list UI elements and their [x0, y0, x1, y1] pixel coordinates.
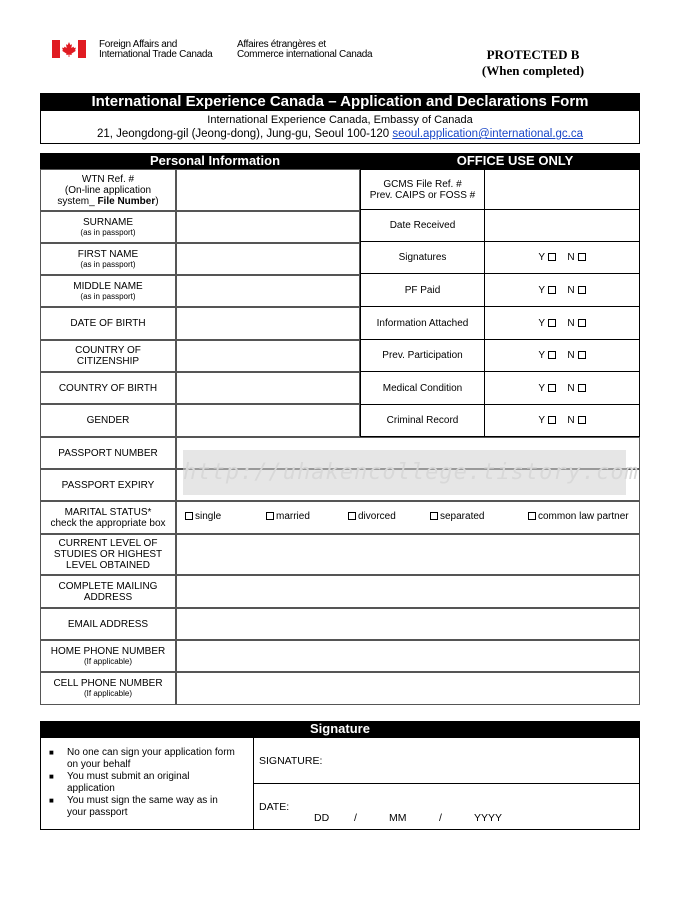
- marital-option-single[interactable]: [185, 511, 221, 523]
- yes-checkbox-icon[interactable]: [548, 416, 556, 424]
- signature-label: SIGNATURE:: [259, 755, 323, 767]
- canada-flag-icon: [52, 40, 86, 58]
- middle-name-label: [40, 275, 176, 307]
- yes-label: Y: [538, 284, 547, 296]
- checkbox-icon[interactable]: [528, 512, 536, 520]
- yes-checkbox-icon[interactable]: [548, 384, 556, 392]
- instruction-line: No one can sign your application form: [67, 747, 235, 758]
- email-address-field[interactable]: [176, 608, 640, 640]
- bullet-icon: ■: [49, 796, 54, 805]
- wtn-ref-sub2c: ): [155, 195, 159, 207]
- marital-option-label: single: [195, 511, 222, 522]
- no-label: N: [567, 317, 576, 329]
- email-address-label: [40, 608, 176, 640]
- surname-field[interactable]: [176, 211, 360, 243]
- instruction-item: [47, 771, 249, 795]
- no-checkbox-icon[interactable]: [578, 253, 586, 261]
- studies-line2: STUDIES OR HIGHEST: [53, 549, 163, 560]
- first-name-note: (as in passport): [80, 259, 136, 269]
- yes-no-options: [538, 285, 585, 296]
- email-address-title: EMAIL ADDRESS: [67, 618, 149, 630]
- marital-option-label: divorced: [358, 511, 396, 522]
- office-date-received-field[interactable]: [484, 209, 640, 242]
- checkbox-icon[interactable]: [185, 512, 193, 520]
- yes-checkbox-icon[interactable]: [548, 351, 556, 359]
- cell-phone-field[interactable]: [176, 672, 640, 705]
- date-yyyy: YYYY: [474, 812, 503, 824]
- marital-option-label: separated: [440, 511, 485, 522]
- date-dd: DD: [314, 812, 330, 824]
- home-phone-note: (If applicable): [83, 656, 133, 666]
- no-label: N: [567, 350, 576, 361]
- studies-level-field[interactable]: [176, 534, 640, 575]
- passport-expiry-label: [40, 469, 176, 501]
- dept-en-line1: Foreign Affairs and: [99, 39, 178, 50]
- country-of-citizenship-label: [40, 340, 176, 372]
- yes-no-options: [538, 318, 585, 329]
- date-of-birth-title: DATE OF BIRTH: [70, 318, 146, 329]
- surname-label: [40, 211, 176, 243]
- instruction-line: your passport: [67, 807, 128, 818]
- no-checkbox-icon[interactable]: [578, 384, 586, 392]
- citizenship-line1: COUNTRY OF: [75, 345, 141, 356]
- checkbox-icon[interactable]: [266, 512, 274, 520]
- country-of-birth-label: [40, 372, 176, 404]
- dept-fr-line2: Commerce international Canada: [237, 49, 373, 60]
- instruction-line: on your behalf: [67, 759, 131, 770]
- instruction-item: [47, 795, 249, 819]
- office-medical-condition-label: [360, 371, 485, 405]
- criminal-record-title: Criminal Record: [386, 415, 459, 426]
- office-criminal-record-label: [360, 404, 485, 437]
- embassy-line: International Experience Canada, Embassy of Canada: [207, 114, 473, 126]
- yes-label: Y: [538, 382, 547, 394]
- department-name-fr: [237, 40, 372, 60]
- yes-checkbox-icon[interactable]: [548, 253, 556, 261]
- personal-info-header: Personal Information: [40, 153, 390, 169]
- marital-status-note: check the appropriate box: [50, 517, 166, 529]
- signatures-title: Signatures: [398, 252, 447, 263]
- form-title: International Experience Canada – Application and Declarations Form: [40, 93, 640, 111]
- instruction-line: You must sign the same way as in: [67, 795, 218, 806]
- protected-label: [468, 47, 598, 79]
- medical-condition-title: Medical Condition: [382, 382, 463, 394]
- signature-header: Signature: [40, 721, 640, 737]
- embassy-address-line: [41, 127, 639, 141]
- marital-option-common-law[interactable]: [528, 511, 629, 523]
- no-label: N: [567, 415, 576, 426]
- marital-status-title: MARITAL STATUS*: [64, 506, 152, 518]
- embassy-info: [40, 111, 640, 144]
- mailing-address-label: [40, 575, 176, 608]
- cell-phone-title: CELL PHONE NUMBER: [53, 678, 163, 689]
- marital-status-label: [40, 501, 176, 534]
- wtn-ref-file-number: File Number: [97, 195, 156, 207]
- office-use-header: OFFICE USE ONLY: [390, 153, 640, 169]
- country-of-birth-field[interactable]: [176, 372, 360, 404]
- office-info-attached-yn[interactable]: [484, 306, 640, 340]
- embassy-email-link[interactable]: seoul.application@international.gc.ca: [392, 128, 584, 140]
- embassy-address: 21, Jeongdong-gil (Jeong-dong), Jung-gu, Seoul 100-120: [96, 128, 390, 140]
- no-label: N: [567, 284, 576, 296]
- cell-phone-note: (If applicable): [83, 689, 133, 698]
- gcms-line1: GCMS File Ref. #: [383, 178, 462, 190]
- yes-label: Y: [538, 317, 547, 329]
- instruction-item: [47, 747, 249, 771]
- wtn-ref-sub2: [57, 196, 158, 207]
- first-name-field[interactable]: [176, 243, 360, 275]
- wtn-ref-field[interactable]: [176, 169, 360, 211]
- home-phone-title: HOME PHONE NUMBER: [50, 645, 166, 657]
- checkbox-icon[interactable]: [430, 512, 438, 520]
- citizenship-line2: CITIZENSHIP: [76, 356, 140, 367]
- home-phone-field[interactable]: [176, 640, 640, 672]
- date-slash: /: [439, 812, 442, 824]
- yes-label: Y: [538, 350, 547, 361]
- signature-divider: [254, 783, 639, 784]
- dept-fr-line1: Affaires étrangères et: [237, 39, 326, 50]
- surname-title: SURNAME: [82, 216, 133, 228]
- middle-name-field[interactable]: [176, 275, 360, 307]
- date-label: DATE:: [259, 801, 290, 813]
- prev-participation-title: Prev. Participation: [382, 350, 463, 361]
- yes-label: Y: [538, 252, 547, 263]
- marital-option-separated[interactable]: [430, 511, 484, 523]
- cell-phone-label: [40, 672, 176, 705]
- wtn-ref-label: [40, 169, 176, 211]
- yes-no-options: [538, 350, 585, 361]
- office-pf-paid-label: [360, 273, 485, 307]
- signature-box: [40, 737, 640, 830]
- bullet-icon: ■: [49, 748, 54, 757]
- marital-option-label: married: [276, 511, 310, 522]
- mailing-address-field[interactable]: [176, 575, 640, 608]
- no-checkbox-icon[interactable]: [578, 319, 586, 327]
- yes-no-options: [538, 383, 585, 394]
- yes-label: Y: [538, 415, 547, 426]
- marital-option-label: common law partner: [538, 511, 629, 522]
- watermark-text: http://uhakencollege.tistory.com: [183, 450, 626, 495]
- studies-line3: LEVEL OBTAINED: [66, 560, 150, 571]
- date-of-birth-label: [40, 307, 176, 340]
- department-name-en: [99, 40, 212, 60]
- first-name-label: [40, 243, 176, 275]
- gender-title: GENDER: [86, 415, 130, 426]
- instruction-line: You must submit an original: [67, 771, 190, 782]
- passport-number-label: [40, 437, 176, 469]
- pf-paid-title: PF Paid: [404, 284, 441, 296]
- wtn-ref-title: WTN Ref. #: [81, 173, 135, 185]
- office-criminal-record-yn[interactable]: [484, 404, 640, 437]
- no-checkbox-icon[interactable]: [578, 351, 586, 359]
- country-of-birth-title: COUNTRY OF BIRTH: [58, 382, 158, 394]
- date-of-birth-field[interactable]: [176, 307, 360, 340]
- signature-instructions: [41, 738, 254, 829]
- instruction-line: application: [67, 783, 115, 794]
- date-received-title: Date Received: [389, 220, 456, 231]
- office-gcms-field[interactable]: [484, 169, 640, 210]
- office-medical-condition-yn[interactable]: [484, 371, 640, 405]
- wtn-ref-sub2a: system_: [57, 195, 98, 207]
- office-signatures-label: [360, 241, 485, 274]
- mailing-line1: COMPLETE MAILING: [58, 580, 158, 592]
- home-phone-label: [40, 640, 176, 672]
- first-name-title: FIRST NAME: [77, 248, 139, 260]
- passport-number-title: PASSPORT NUMBER: [58, 447, 158, 459]
- date-mm: MM: [389, 812, 407, 824]
- surname-note: (as in passport): [80, 227, 136, 237]
- middle-name-title: MIDDLE NAME: [73, 280, 143, 292]
- office-signatures-yn[interactable]: [484, 241, 640, 274]
- mailing-line2: ADDRESS: [83, 591, 133, 603]
- bullet-icon: ■: [49, 772, 54, 781]
- middle-name-note: (as in passport): [80, 291, 136, 301]
- info-attached-title: Information Attached: [376, 317, 469, 329]
- passport-expiry-title: PASSPORT EXPIRY: [61, 479, 155, 491]
- marital-option-married[interactable]: [266, 511, 310, 523]
- yes-checkbox-icon[interactable]: [548, 286, 556, 294]
- no-checkbox-icon[interactable]: [578, 416, 586, 424]
- wtn-ref-sub1: (On-line application: [64, 184, 152, 196]
- marital-option-divorced[interactable]: [348, 511, 396, 523]
- dept-en-line2: International Trade Canada: [99, 49, 213, 60]
- no-label: N: [567, 252, 576, 263]
- studies-level-label: [40, 534, 176, 575]
- citizenship-field[interactable]: [176, 340, 360, 372]
- gender-field[interactable]: [176, 404, 360, 437]
- no-label: N: [567, 382, 576, 394]
- office-date-received-label: [360, 209, 485, 242]
- office-prev-participation-yn[interactable]: [484, 339, 640, 372]
- office-info-attached-label: [360, 306, 485, 340]
- yes-no-options: [538, 415, 585, 426]
- checkbox-icon[interactable]: [348, 512, 356, 520]
- date-slash: /: [354, 812, 357, 824]
- yes-checkbox-icon[interactable]: [548, 319, 556, 327]
- no-checkbox-icon[interactable]: [578, 286, 586, 294]
- protected-line1: PROTECTED B: [486, 47, 580, 62]
- office-gcms-label: [360, 169, 485, 210]
- gender-label: [40, 404, 176, 437]
- studies-line1: CURRENT LEVEL OF: [58, 538, 158, 549]
- yes-no-options: [538, 252, 585, 263]
- office-prev-participation-label: [360, 339, 485, 372]
- office-pf-paid-yn[interactable]: [484, 273, 640, 307]
- protected-line2: (When completed): [481, 63, 585, 78]
- gcms-line2: Prev. CAIPS or FOSS #: [369, 189, 476, 201]
